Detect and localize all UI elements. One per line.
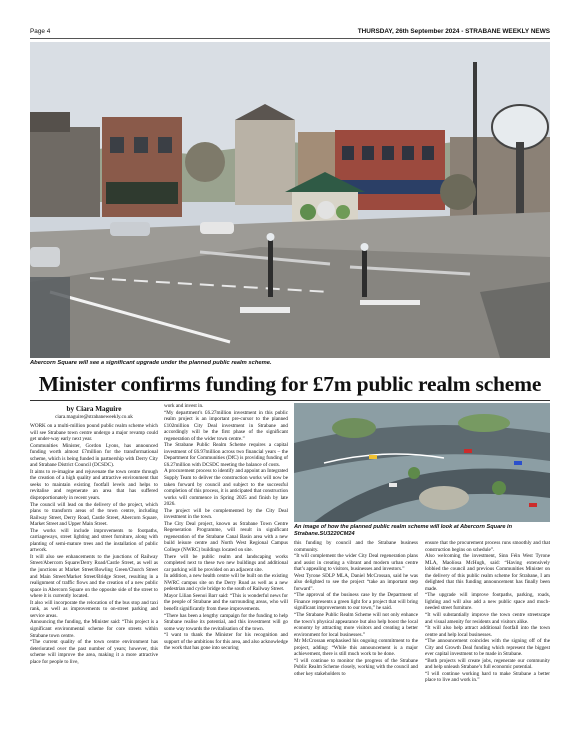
paragraph: Mayor Lilian Seenoi Barr said: “This is wonderful news for the people of Strabane and the surrounding areas, who will benefit significantly from these improvements. [164, 592, 288, 612]
byline: by Ciara Maguire [66, 405, 122, 413]
paragraph: “It will complement the wider City Deal regeneration plans and assist in creating a vibrant and modern urban centre that’s appealing to visitors, businesses and investors.” [294, 553, 418, 573]
paragraph: In addition, a new health centre will be built on the existing NWRC campus site on the Derry Road as well as a new pedestrian and cycle bridge to the south of Railway Street. [164, 573, 288, 593]
article-column-3 [294, 540, 418, 730]
paragraph: The council will lead on the delivery of the project, which plans to transform areas of the town centre, including Railway Street, Derry Road, Castle Street, Abercorn Square, Market Street and Upper Main Street. [30, 501, 158, 528]
page-number: Page 4 [30, 28, 51, 35]
page-header [30, 26, 550, 39]
paragraph: ensure that the procurement process runs smoothly and that construction begins on schedule”. [425, 540, 550, 553]
paragraph: “My department’s £6.27million investment in this public realm project is an important pre-cursor to the planned £102million City Deal investment in Strabane and accordingly will be the first phase of the significant regeneration of the wider town centre.” [164, 409, 288, 442]
paragraph: The works will include improvements to footpaths, carriageways, street lighting and street furniture, along with planting of semi-mature trees and the installation of public artwork. [30, 527, 158, 554]
article-column-4 [425, 540, 550, 730]
author-email[interactable]: ciara.maguire@strabaneweekly.co.uk [55, 414, 133, 420]
scheme-render-image [294, 403, 550, 522]
paragraph: this funding by council and the Strabane business community. [294, 540, 418, 553]
paragraph: Communities Minister, Gordon Lyons, has announced funding worth almost £7million for the transformational scheme, which is being funded in partnership with Derry City and Strabane District Council (DCSDC). [30, 442, 158, 469]
paragraph: It aims to re-imagine and rejuvenate the town centre through the creation of a high quality and attractive environment that seeks to maintain existing footfall levels and helps to revitalise and regenerate an area that has suffered disproportionately in recent years. [30, 468, 158, 502]
paragraph: The project will be complemented by the City Deal investment in the town. [164, 507, 288, 521]
paragraph: “Both projects will create jobs, regenerate our community and help unleash Strabane’s full economic potential. [425, 657, 550, 671]
paragraph: The City Deal project, known as Strabane Town Centre Regeneration Programme, will result in significant regeneration of the Strabane Canal Basin area with a new build leisure centre and North West Regional Campus College (NWRC) buildings located on site. [164, 520, 288, 554]
paragraph: Mr McCrossan emphasised his ongoing commitment to the project, adding: “While this announcement is a major achievement, there is still much work to be done. [294, 638, 418, 658]
column-1-text [30, 423, 158, 665]
paragraph: “The upgrade will improve footpaths, parking, roads, lighting and will also add a new public space and much-needed street furniture. [425, 592, 550, 612]
column-3-text [294, 540, 418, 677]
photo-caption: Abercorn Square will see a significant upgrade under the planned public realm scheme. [30, 360, 272, 366]
paragraph: “It will substantially improve the town centre streetscape and visual amenity for residents and visitors alike. [425, 612, 550, 625]
paragraph: There will be public realm and landscaping works completed next to these two new buildings and additional car parking will be provided on an adjacent site. [164, 553, 288, 573]
headline-rule [30, 400, 550, 401]
paragraph: Also welcoming the investment, Sinn Féin West Tyrone MLA, Maolíosa McHugh, said: “Having extensively lobbied the council and previous Communities Minister on the delivery of this public realm scheme for Strabane, I am delighted that this funding announcement has finally been made. [425, 553, 550, 592]
article-column-2 [164, 403, 288, 730]
paragraph: “The current quality of the town centre environment has deteriorated over the past number of years; however, this scheme will improve the area, making it a more attractive place for people to live, [30, 639, 158, 665]
dateline: THURSDAY, 26th September 2024 - STRABANE WEEKLY NEWS [357, 28, 550, 35]
paragraph: It will also see enhancements to the junctions of Railway Street/Abercorn Square/Derry Road/Castle Street, as well as the junctions at Market Street/Bowling Green/Church Street and Main Street/Market Street/Bridge Street, resulting in a realignment of traffic flows and the creation of a new public space in Abercorn Square on the opposite side of the street to where it is currently located. [30, 553, 158, 600]
paragraph: It also will incorporate the relocation of the bus stop and taxi rank, as well as improvements to on-street parking and service areas. [30, 599, 158, 619]
street-photo [30, 42, 550, 358]
paragraph: “I will continue to monitor the progress of the Strabane Public Realm Scheme closely, working with the council and other key stakeholders to [294, 657, 418, 677]
paragraph: “The announcement coincides with the signing off of the City and Growth Deal funding which represent the biggest ever capital investment to be made in Strabane. [425, 638, 550, 658]
paragraph: WORK on a multi-million pound public realm scheme which will see Strabane town centre undergo a major revamp could get under-way early next year. [30, 423, 158, 443]
paragraph: “It will also help attract additional footfall into the town centre and help local businesses. [425, 625, 550, 638]
column-4-text [425, 540, 550, 684]
render-caption: An image of how the planned public realm scheme will look at Abercorn Square in Strabane.SU3220CM24 [294, 524, 512, 537]
paragraph: work and invest in. [164, 403, 204, 409]
article-column-1 [30, 405, 158, 730]
paragraph: West Tyrone SDLP MLA, Daniel McCrossan, said he was also delighted to see the project “take an important step forward”. [294, 572, 418, 592]
paragraph: “The approval of the business case by the Department of Finance represents a green light for a project that will bring significant improvements to our town,” he said. [294, 592, 418, 612]
article-headline: Minister confirms funding for £7m public realm scheme [38, 372, 542, 396]
paragraph: The Strabane Public Realm Scheme requires a capital investment of £6.97million across two financial years – the Department for Communities (DfC) is providing funding of £6.27million with DCSDC meeting the balance of costs. [164, 442, 288, 468]
paragraph: Announcing the funding, the Minister said: “This project is a significant environmental scheme for core streets within Strabane town centre. [30, 619, 158, 639]
paragraph: “The Strabane Public Realm Scheme will not only enhance the town’s physical appearance but also help boost the local economy by attracting more visitors and creating a better environment for local businesses.” [294, 612, 418, 638]
paragraph: A procurement process to identify and appoint an Integrated Supply Team to deliver the construction works will now be taken forward by council and subject to the successful completion of this process, it is anticipated that construction works will commence in Spring 2025 and finish by late 2026. [164, 468, 288, 508]
paragraph: “I want to thank the Minister for his recognition and support of the ambitions for this area, and also acknowledge the work that has gone into securing [164, 632, 288, 652]
paragraph: “There has been a lengthy campaign for the funding to help Strabane realise its potential, and this investment will go some way towards the revitalisation of the town. [164, 612, 288, 632]
column-2-text [164, 403, 288, 652]
paragraph: “I will continue working hard to make Strabane a better place to live and work in.” [425, 670, 550, 684]
